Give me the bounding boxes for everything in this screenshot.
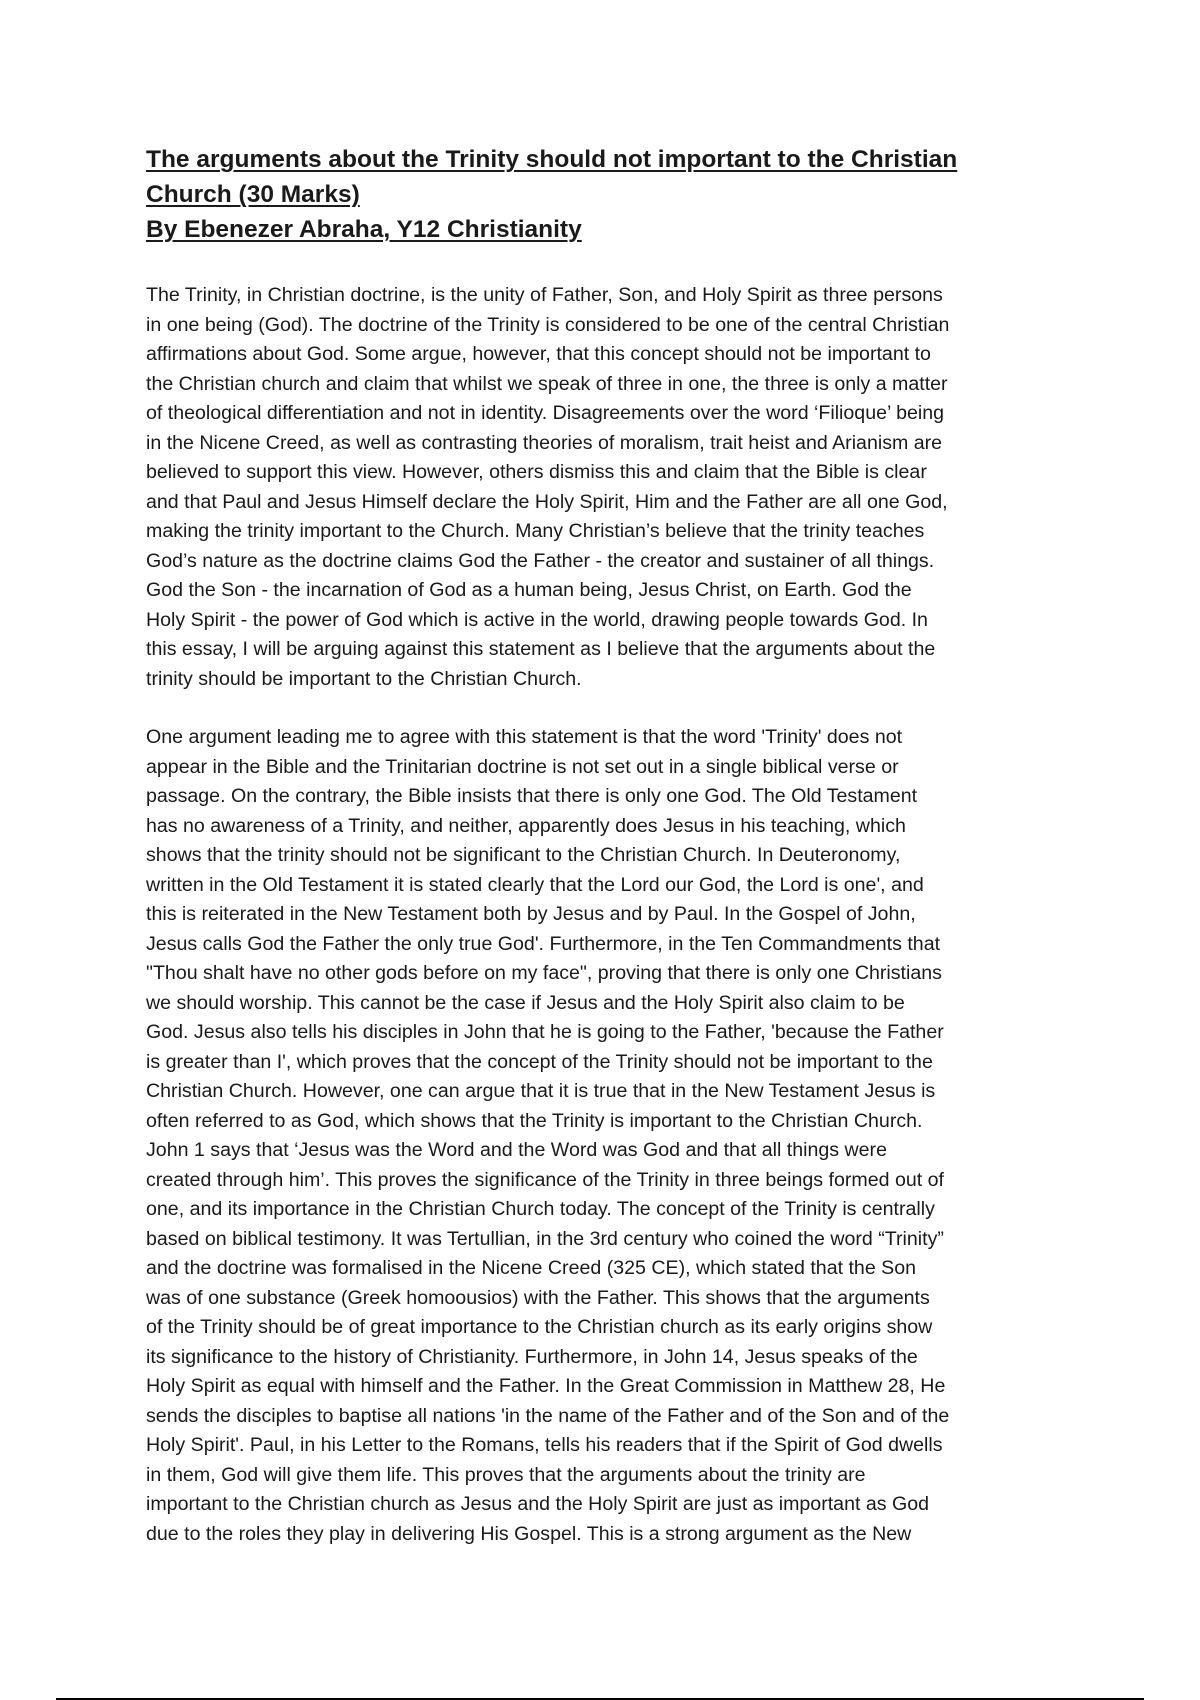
text-line: one, and its importance in the Christian Church today. The concept of the Trinity is centrally bbox=[146, 1198, 935, 1220]
text-line: "Thou shalt have no other gods before on my face", proving that there is only one Christians bbox=[146, 962, 942, 984]
text-line: passage. On the contrary, the Bible insists that there is only one God. The Old Testament bbox=[146, 785, 918, 807]
text-line: this is reiterated in the New Testament both by Jesus and by Paul. In the Gospel of John, bbox=[146, 903, 916, 925]
text-line: written in the Old Testament it is stated clearly that the Lord our God, the Lord is one', and bbox=[146, 873, 924, 896]
text-line: John 1 says that ‘Jesus was the Word and the Word was God and that all things were bbox=[146, 1139, 887, 1161]
title-line: The arguments about the Trinity should not important to the Christian bbox=[146, 146, 958, 173]
paragraph-argument bbox=[146, 723, 1068, 1549]
text-line: important to the Christian church as Jesus and the Holy Spirit are just as important as God bbox=[146, 1493, 930, 1515]
text-line: often referred to as God, which shows that the Trinity is important to the Christian Church. bbox=[146, 1109, 923, 1132]
text-line: the Christian church and claim that whilst we speak of three in one, the three is only a matter bbox=[146, 372, 948, 395]
text-line: in one being (God). The doctrine of the Trinity is considered to be one of the central Christian bbox=[146, 313, 950, 336]
text-line: its significance to the history of Christianity. Furthermore, in John 14, Jesus speaks of the bbox=[146, 1345, 918, 1368]
text-line: has no awareness of a Trinity, and neither, apparently does Jesus in his teaching, which bbox=[146, 814, 906, 837]
text-line: God the Son - the incarnation of God as a human being, Jesus Christ, on Earth. God the bbox=[146, 579, 912, 601]
text-line: this essay, I will be arguing against this statement as I believe that the arguments about the bbox=[146, 638, 936, 660]
essay-body bbox=[146, 281, 1068, 1549]
text-line: Jesus calls God the Father the only true God'. Furthermore, in the Ten Commandments that bbox=[146, 932, 941, 955]
text-line: Holy Spirit - the power of God which is active in the world, drawing people towards God. In bbox=[146, 608, 928, 631]
title-line: Church (30 Marks) bbox=[146, 181, 360, 208]
text-line: God. Jesus also tells his disciples in John that he is going to the Father, 'because the Father bbox=[146, 1021, 944, 1043]
text-line: Holy Spirit as equal with himself and the Father. In the Great Commission in Matthew 28, He bbox=[146, 1375, 946, 1397]
text-line: in the Nicene Creed, as well as contrasting theories of moralism, trait heist and Arianism are bbox=[146, 431, 943, 454]
text-line: trinity should be important to the Christian Church. bbox=[146, 667, 582, 690]
text-line: affirmations about God. Some argue, however, that this concept should not be important to bbox=[146, 343, 931, 365]
text-line: was of one substance (Greek homoousios) with the Father. This shows that the arguments bbox=[146, 1286, 930, 1309]
text-line: is greater than I', which proves that the concept of the Trinity should not be important to the bbox=[146, 1050, 933, 1073]
text-line: of the Trinity should be of great importance to the Christian church as its early origins show bbox=[146, 1316, 933, 1338]
text-line: shows that the trinity should not be significant to the Christian Church. In Deuteronomy, bbox=[146, 844, 901, 866]
text-line: God’s nature as the doctrine claims God the Father - the creator and sustainer of all things. bbox=[146, 549, 935, 572]
text-line: Holy Spirit'. Paul, in his Letter to the Romans, tells his readers that if the Spirit of God dwells bbox=[146, 1434, 943, 1456]
text-line: The Trinity, in Christian doctrine, is the unity of Father, Son, and Holy Spirit as three persons bbox=[146, 284, 943, 306]
text-line: due to the roles they play in delivering His Gospel. This is a strong argument as the New bbox=[146, 1522, 912, 1545]
text-line: based on biblical testimony. It was Tertullian, in the 3rd century who coined the word “Trinity” bbox=[146, 1227, 944, 1250]
paragraph-introduction bbox=[146, 281, 1068, 694]
text-line: of theological differentiation and not in identity. Disagreements over the word ‘Filioque’ being bbox=[146, 402, 945, 424]
text-line: and the doctrine was formalised in the Nicene Creed (325 CE), which stated that the Son bbox=[146, 1257, 917, 1279]
text-line: we should worship. This cannot be the case if Jesus and the Holy Spirit also claim to be bbox=[146, 991, 905, 1014]
document-title bbox=[146, 142, 1068, 247]
document-page bbox=[146, 142, 1068, 1578]
text-line: sends the disciples to baptise all nations 'in the name of the Father and of the Son and of the bbox=[146, 1404, 950, 1427]
text-line: making the trinity important to the Church. Many Christian’s believe that the trinity teaches bbox=[146, 520, 925, 542]
text-line: in them, God will give them life. This proves that the arguments about the trinity are bbox=[146, 1463, 866, 1486]
text-line: Christian Church. However, one can argue that it is true that in the New Testament Jesus is bbox=[146, 1080, 936, 1102]
text-line: and that Paul and Jesus Himself declare the Holy Spirit, Him and the Father are all one God, bbox=[146, 490, 948, 513]
text-line: appear in the Bible and the Trinitarian doctrine is not set out in a single biblical verse or bbox=[146, 755, 899, 778]
text-line: created through him’. This proves the significance of the Trinity in three beings formed out of bbox=[146, 1168, 944, 1191]
text-line: One argument leading me to agree with this statement is that the word 'Trinity' does not bbox=[146, 726, 903, 748]
text-line: believed to support this view. However, others dismiss this and claim that the Bible is clear bbox=[146, 461, 927, 483]
author-line: By Ebenezer Abraha, Y12 Christianity bbox=[146, 216, 582, 243]
